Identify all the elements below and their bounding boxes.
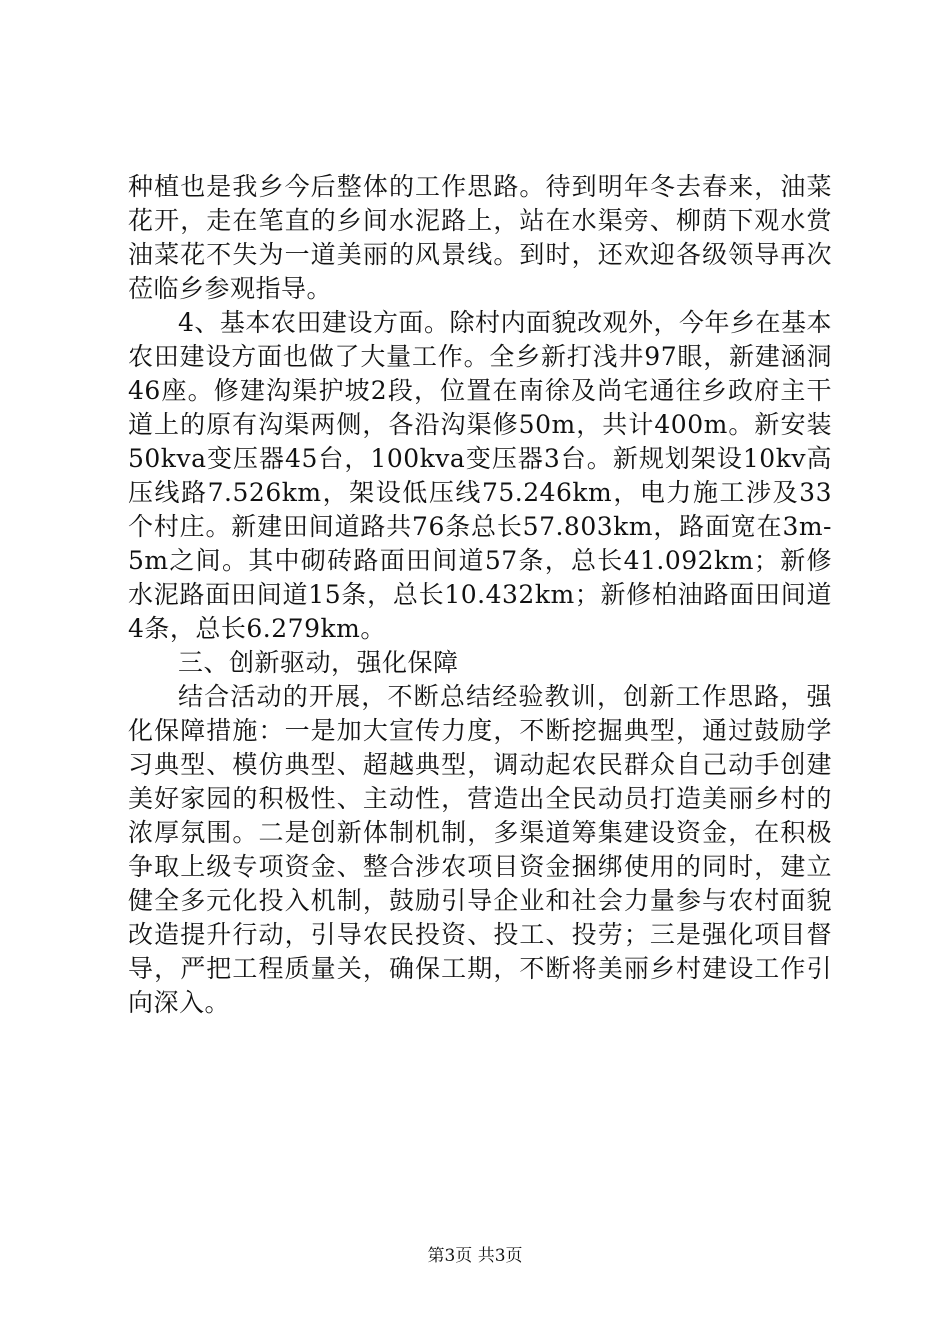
- document-body: [128, 170, 832, 1020]
- section-heading: 三、创新驱动，强化保障: [178, 648, 459, 677]
- paragraph-1: 种植也是我乡今后整体的工作思路。待到明年冬去春来，油菜花开，走在笔直的乡间水泥路上，站在水渠旁、柳荫下观水赏油菜花不失为一道美丽的风景线。到时，还欢迎各级领导再次莅临乡参观指导。: [128, 172, 832, 303]
- paragraph-3: 结合活动的开展，不断总结经验教训，创新工作思路，强化保障措施：一是加大宣传力度，不断挖掘典型，通过鼓励学习典型、模仿典型、超越典型，调动起农民群众自己动手创建美好家园的积极性、主动性，营造出全民动员打造美丽乡村的浓厚氛围。二是创新体制机制，多渠道筹集建设资金，在积极争取上级专项资金、整合涉农项目资金捆绑使用的同时，建立健全多元化投入机制，鼓励引导企业和社会力量参与农村面貌改造提升行动，引导农民投资、投工、投劳；三是强化项目督导，严把工程质量关，确保工期，不断将美丽乡村建设工作引向深入。: [128, 682, 832, 1017]
- paragraph-2: 4、基本农田建设方面。除村内面貌改观外，今年乡在基本农田建设方面也做了大量工作。全乡新打浅井97眼，新建涵洞46座。修建沟渠护坡2段，位置在南徐及尚宅通往乡政府主干道上的原有沟渠两侧，各沿沟渠修50m，共计400m。新安装50kva变压器45台，100kva变压器3台。新规划架设10kv高压线路7.526km，架设低压线75.246km，电力施工涉及33个村庄。新建田间道路共76条总长57.803km，路面宽在3m-5m之间。其中砌砖路面田间道57条，总长41.092km；新修水泥路面田间道15条，总长10.432km；新修柏油路面田间道4条，总长6.279km。: [128, 308, 832, 643]
- page-number-footer: 第3页 共3页: [427, 1246, 523, 1266]
